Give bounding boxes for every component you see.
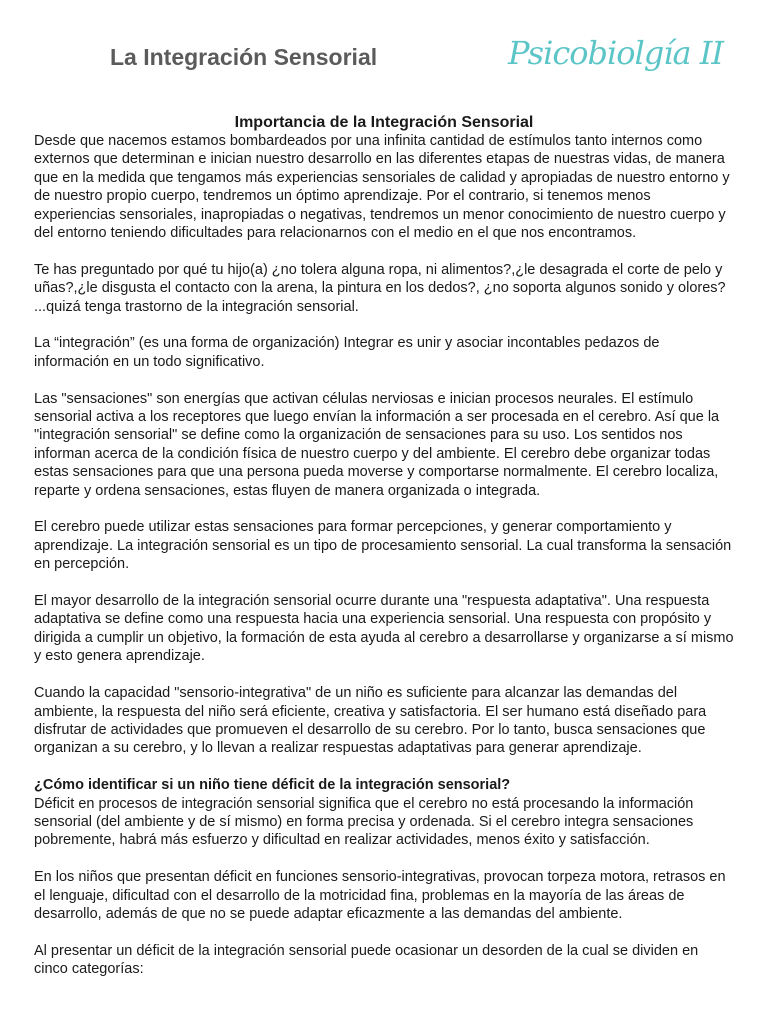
paragraph: En los niños que presentan déficit en funciones sensorio-integrativas, provocan torpeza motora, retrasos en el lenguaje, dificultad con el desarrollo de la motricidad fina, problemas en la mayoría de las áreas de desarrollo, además de que no se puede adaptar eficazmente a las demandas del ambiente. [34, 869, 726, 922]
paragraph: Desde que nacemos estamos bombardeados por una infinita cantidad de estímulos tanto internos como externos que determinan e inician nuestro desarrollo en las diferentes etapas de nuestras vidas, de manera que en la medida que tengamos más experiencias sensoriales de calidad y apropiadas de nuestro entorno y de nuestro propio cuerpo, tendremos un óptimo aprendizaje. Por el contrario, si tenemos menos experiencias sensoriales, inapropiadas o negativas, tendremos un menor conocimiento de nuestro cuerpo y del entorno teniendo dificultades para relacionarnos con el medio en el que nos encontramos. [34, 133, 730, 242]
brand-logo-text: Psicobiolgía II [508, 34, 723, 72]
paragraph: La “integración” (es una forma de organización) Integrar es unir y asociar incontables pedazos de información en un todo significativo. [34, 335, 660, 370]
paragraph: Al presentar un déficit de la integración sensorial puede ocasionar un desorden de la cual se dividen en cinco categorías: [34, 942, 699, 978]
paragraph: Cuando la capacidad "sensorio-integrativa" de un niño es suficiente para alcanzar las demandas del ambiente, la respuesta del niño será eficiente, creativa y satisfactoria. El ser humano está diseñado para disfrutar de actividades que promueven el desarrollo de su cerebro. Por lo tanto, busca sensaciones que organizan a su cerebro, y lo llevan a realizar respuestas adaptativas para generar aprendizaje. [34, 685, 707, 757]
paragraph: El cerebro puede utilizar estas sensaciones para formar percepciones, y generar comportamiento y aprendizaje. La integración sensorial es un tipo de procesamiento sensorial. La cual transforma la sensación en percepción. [34, 519, 732, 573]
document-body [34, 113, 734, 997]
subsection-heading: ¿Cómo identificar si un niño tiene déficit de la integración sensorial? [34, 777, 511, 794]
document-title: La Integración Sensorial [110, 44, 378, 70]
page-header [0, 0, 768, 100]
paragraph: Las "sensaciones" son energías que activan células nerviosas e inician procesos neurales. El estímulo sensorial activa a los receptores que luego envían la información a ser procesada en el cerebro. Así que la "integración sensorial" se define como la organización de sensaciones para su uso. Los sentidos nos informan acerca de la condición física de nuestro cuerpo y del ambiente. El cerebro debe organizar todas estas sensaciones para que una persona pueda moverse y comportarse normalmente. El cerebro localiza, reparte y ordena sensaciones, estas fluyen de manera organizada o integrada. [34, 390, 720, 499]
paragraph: Déficit en procesos de integración sensorial significa que el cerebro no está procesando la información sensorial (del ambiente y de sí mismo) en forma precisa y ordenada. Si el cerebro integra sensaciones pobremente, habrá más esfuerzo y dificultad en realizar actividades, menos éxito y satisfacción. [34, 795, 694, 849]
paragraph: El mayor desarrollo de la integración sensorial ocurre durante una "respuesta adaptativa". Una respuesta adaptativa se define como una respuesta hacia una experiencia sensorial. Una respuesta con propósito y dirigida a cumplir un objetivo, la formación de esta ayuda al cerebro a desarrollarse y organizarse a sí mismo y esto genera aprendizaje. [34, 593, 734, 665]
paragraph: Te has preguntado por qué tu hijo(a) ¿no tolera alguna ropa, ni alimentos?,¿le desagrada el corte de pelo y uñas?,¿le disgusta el contacto con la arena, la pintura en los dedos?, ¿no soporta algunos sonido y olores? ...quizá tenga trastorno de la integración sensorial. [34, 261, 726, 315]
section-heading: Importancia de la Integración Sensorial [234, 114, 534, 131]
